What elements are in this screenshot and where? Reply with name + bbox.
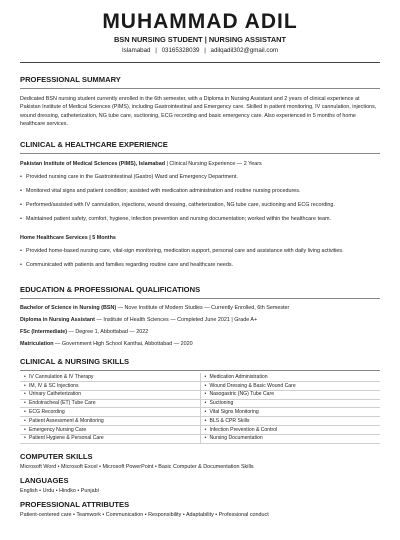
job-org: Home Healthcare Services | 5 Months	[20, 234, 116, 241]
job-bullets	[20, 173, 380, 223]
contact-separator: |	[204, 47, 206, 54]
table-row	[20, 390, 380, 399]
summary-section	[20, 75, 380, 129]
qualification-name: Diploma in Nursing Assistant	[20, 316, 95, 323]
skill-cell: • IM, IV & SC Injections	[20, 381, 200, 390]
languages-title: LANGUAGES	[20, 475, 69, 485]
computer-text: Microsoft Word • Microsoft Excel • Microsoft PowerPoint • Basic Computer & Documentation Skills	[20, 463, 254, 470]
summary-divider	[20, 88, 380, 89]
skill-cell: • Nasogastric (NG) Tube Care	[200, 390, 380, 399]
qualification-item	[20, 316, 380, 324]
table-row	[20, 408, 380, 417]
job-detail: | Clinical Nursing Experience — 2 Years	[166, 160, 262, 167]
skill-cell: • ECG Recording	[20, 408, 200, 417]
job-org: Pakistan Institute of Medical Sciences (PIMS), Islamabad	[20, 160, 165, 167]
list-item: • Performed/assisted with IV cannulation, injections, wound dressing, catheterization, NG tube care, suctioning and ECG recording.	[20, 201, 380, 209]
skill-cell: • IV Cannulation & IV Therapy	[20, 373, 200, 382]
contact-line	[20, 46, 380, 55]
attributes-text: Patient-centered care • Teamwork • Communication • Responsibility • Adaptability • Professional conduct	[20, 511, 269, 518]
skill-cell: • BLS & CPR Skills	[200, 417, 380, 426]
job-bullets	[20, 247, 380, 269]
experience-title: CLINICAL & HEALTHCARE EXPERIENCE	[20, 139, 168, 149]
computer-section	[20, 452, 380, 471]
skill-cell: • Vital Signs Monitoring	[200, 408, 380, 417]
list-item: • Provided home-based nursing care, vital-sign monitoring, medication support, personal care and assistance with daily living activities.	[20, 247, 380, 255]
table-row	[20, 417, 380, 426]
list-item: • Maintained patient safety, comfort, hygiene, infection prevention and nursing documentation; worked within the healthcare team.	[20, 215, 380, 223]
qualification-item	[20, 340, 380, 348]
skill-cell: • Suctioning	[200, 399, 380, 408]
qualification-name: Bachelor of Science in Nursing (BSN)	[20, 304, 117, 311]
experience-divider	[20, 153, 380, 154]
skills-divider	[20, 370, 380, 371]
skill-cell: • Urinary Catheterization	[20, 390, 200, 399]
qualification-detail: — Degree 1, Abbottabad — 2022	[67, 328, 149, 335]
languages-text: English • Urdu • Hindko • Punjabi	[20, 487, 99, 494]
skill-cell: • Emergency Nursing Care	[20, 425, 200, 434]
summary-title: PROFESSIONAL SUMMARY	[20, 75, 121, 84]
skills-title: CLINICAL & NURSING SKILLS	[20, 356, 130, 366]
skills-table	[20, 373, 380, 444]
candidate-title: BSN NURSING STUDENT | NURSING ASSISTANT	[113, 35, 287, 44]
qualification-detail: — Institute of Health Sciences — Completed June 2021 | Grade A+	[94, 316, 258, 323]
skill-cell: • Patient Hygiene & Personal Care	[20, 434, 200, 443]
qualification-item	[20, 304, 380, 312]
qualification-name: Matriculation	[20, 340, 54, 347]
contact-phone: 03165328039	[161, 47, 200, 54]
qualification-item	[20, 328, 380, 336]
skill-cell: • Endotracheal (ET) Tube Care	[20, 399, 200, 408]
skill-cell: • Wound Dressing & Basic Wound Care	[200, 381, 380, 390]
computer-title: COMPUTER SKILLS	[20, 451, 93, 461]
header-divider	[20, 62, 380, 63]
job-header	[20, 160, 380, 168]
qualification-name: FSc (Intermediate)	[20, 328, 68, 335]
list-item: • Monitored vital signs and patient condition; assisted with medication administration and routine nursing procedures.	[20, 187, 380, 195]
list-item: • Provided nursing care in the Gastrointestinal (Gastro) Ward and Emergency Department.	[20, 173, 380, 181]
attributes-section	[20, 500, 380, 519]
education-title: EDUCATION & PROFESSIONAL QUALIFICATIONS	[20, 284, 201, 294]
skills-section	[20, 357, 380, 444]
qualification-detail: — Nove Institute of Modern Studies — Currently Enrolled, 6th Semester	[116, 304, 290, 311]
contact-separator: |	[155, 47, 157, 54]
job-header	[20, 234, 380, 242]
table-row	[20, 373, 380, 382]
attributes-title: PROFESSIONAL ATTRIBUTES	[20, 499, 130, 509]
candidate-name: MUHAMMAD ADIL	[102, 10, 298, 33]
education-section	[20, 285, 380, 348]
table-row	[20, 434, 380, 443]
languages-section	[20, 476, 380, 495]
contact-city: Islamabad	[121, 47, 151, 54]
qualification-detail: — Government High School Kanthai, Abbottabad — 2020	[53, 340, 193, 347]
skill-cell: • Infection Prevention & Control	[200, 425, 380, 434]
skill-cell: • Patient Assessment & Monitoring	[20, 417, 200, 426]
skill-cell: • Nursing Documentation	[200, 434, 380, 443]
skill-cell: • Medication Administration	[200, 373, 380, 382]
contact-email: adilqadil302@gmail.com	[210, 47, 279, 54]
experience-section	[20, 140, 380, 269]
table-row	[20, 425, 380, 434]
table-row	[20, 399, 380, 408]
table-row	[20, 381, 380, 390]
list-item: • Communicated with patients and families regarding routine care and healthcare needs.	[20, 261, 380, 269]
summary-text: Dedicated BSN nursing student currently enrolled in the 6th semester, with a Diploma in Nursing Assistant and 2 years of clinical experience at Pakistan Institute of Medical Sciences (PIMS), including Gastrointestinal and Emergency care. Skilled in patient monitoring, IV cannulation, injections, wound dressing, catheterization, NG tube care, suctioning, ECG recording and basic emergency care. Also experienced in 5 months of home healthcare services.	[20, 96, 377, 128]
education-divider	[20, 298, 380, 299]
